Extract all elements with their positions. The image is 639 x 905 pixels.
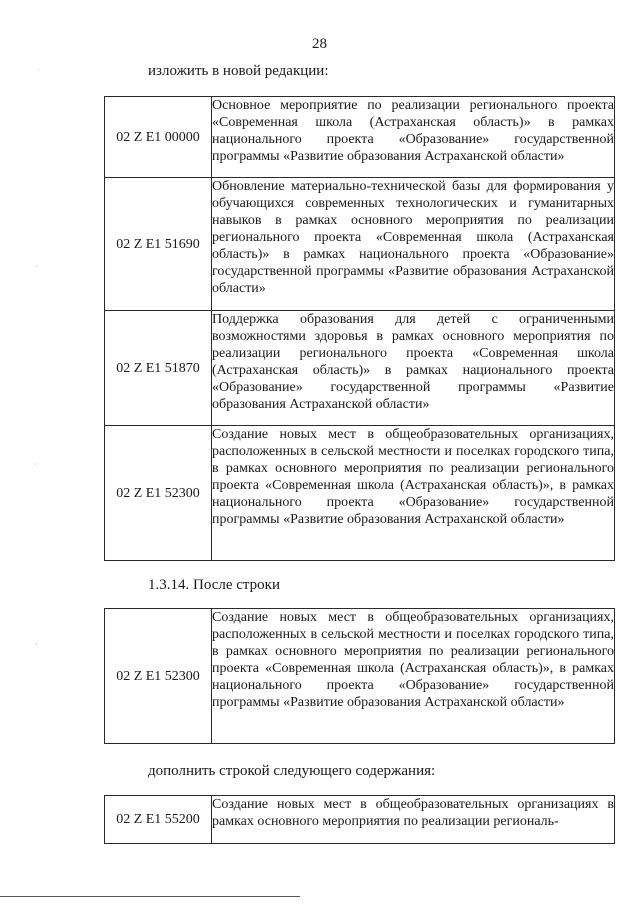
intro-paragraph: изложить в новой редакции: bbox=[148, 63, 329, 79]
table-row bbox=[105, 178, 615, 311]
budget-code: 02 Z E1 00000 bbox=[105, 97, 212, 178]
budget-code: 02 Z E1 52300 bbox=[105, 426, 212, 561]
scan-artifact: · bbox=[35, 640, 38, 649]
footer-rule bbox=[0, 896, 300, 897]
budget-code: 02 Z E1 55200 bbox=[105, 796, 212, 844]
page-number: 28 bbox=[312, 36, 327, 52]
scan-artifact: · bbox=[34, 460, 37, 469]
append-paragraph: дополнить строкой следующего содержания: bbox=[148, 763, 436, 779]
row-description: Основное мероприятие по реализации регионального проекта «Современная школа (Астраханская область)» в рамках национального проекта «Образование» государственной программы «Развитие образования Астраханской области» bbox=[212, 97, 615, 178]
row-description: Поддержка образования для детей с ограниченными возможностями здоровья в рамках основного мероприятия по реализации регионального проекта «Современная школа (Астраханская область)» в рамках национального проекта «Образование» государственной программы «Развитие образования Астраханской области» bbox=[212, 311, 615, 426]
budget-code: 02 Z E1 51690 bbox=[105, 178, 212, 311]
budget-code: 02 Z E1 51870 bbox=[105, 311, 212, 426]
table-row bbox=[105, 311, 615, 426]
reference-row-table bbox=[104, 608, 615, 744]
table-row bbox=[105, 97, 615, 178]
row-description: Обновление материально-технической базы для формирования у обучающихся современных технологических и гуманитарных навыков в рамках основного мероприятия по реализации регионального проекта «Современная школа (Астраханская область)» в рамках национального проекта «Образование» государственной программы «Развитие образования Астраханской области» bbox=[212, 178, 615, 311]
row-description: Создание новых мест в общеобразовательных организациях, расположенных в сельской местности и поселках городского типа, в рамках основного мероприятия по реализации регионального проекта «Современная школа (Астраханская область)», в рамках национального проекта «Образование» государственной программы «Развитие образования Астраханской области» bbox=[212, 609, 615, 744]
table-row bbox=[105, 796, 615, 844]
row-description: Создание новых мест в общеобразовательных организациях, расположенных в сельской местности и поселках городского типа, в рамках основного мероприятия по реализации регионального проекта «Современная школа (Астраханская область)», в рамках национального проекта «Образование» государственной программы «Развитие образования Астраханской области» bbox=[212, 426, 615, 561]
table-row bbox=[105, 609, 615, 744]
budget-code: 02 Z E1 52300 bbox=[105, 609, 212, 744]
section-heading: 1.3.14. После строки bbox=[148, 577, 280, 593]
row-description: Создание новых мест в общеобразовательных организациях в рамках основного мероприятия по реализации региональ- bbox=[212, 796, 615, 844]
table-row bbox=[105, 426, 615, 561]
new-row-table bbox=[104, 795, 615, 844]
amendment-table bbox=[104, 96, 615, 561]
scan-artifact: · bbox=[37, 66, 40, 75]
scan-artifact: · bbox=[35, 262, 38, 271]
